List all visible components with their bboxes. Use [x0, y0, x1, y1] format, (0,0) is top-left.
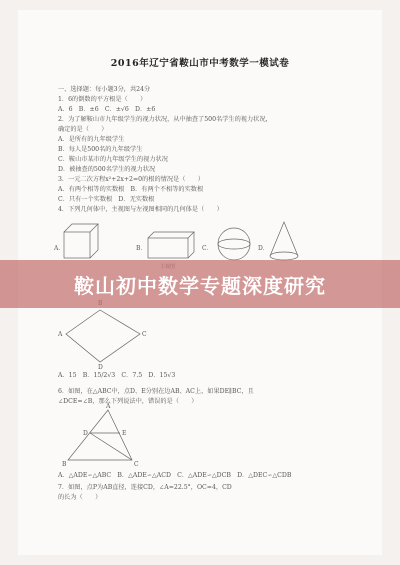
section-heading: 一、选择题：每小题3分，共24分: [58, 86, 151, 93]
vertex-label: B: [62, 461, 67, 468]
question-line: B．每人是500名的九年级学生: [58, 146, 143, 153]
option-label: A．: [54, 245, 65, 252]
vertex-label: A: [106, 403, 111, 410]
prism-shape: [148, 232, 194, 258]
vertex-label: A: [58, 331, 63, 338]
question-line: 3．一元二次方程x²+2x+2=0的根的情况是（ ）: [58, 176, 204, 183]
question-line: 4．下列几何体中，主视图与左视图相同的几何体是（ ）: [58, 206, 223, 213]
question-line: 1．6的倒数的平方根是（ ）: [58, 96, 147, 103]
question-line: C．只有一个实数根 D．无实数根: [58, 196, 155, 203]
question-line: A．△ADE∽△ABC B．△ADE∽△ACD C．△ADE∽△DCB D．△DEC∽△CDB: [58, 472, 292, 479]
question-line: A．15 B．15/2√3 C．7.5 D．15√3: [58, 372, 176, 379]
vertex-label: C: [142, 331, 147, 338]
vertex-label: D: [83, 430, 88, 437]
question-line: D．被抽查的500名学生的视力状况: [58, 166, 156, 173]
banner-text: 鞍山初中数学专题深度研究: [74, 273, 326, 298]
option-label: D．: [258, 245, 269, 252]
cube-shape: [64, 224, 98, 258]
sphere-shape: [218, 228, 250, 260]
question-line: A．有两个相等的实数根 B．有两个不相等的实数根: [58, 186, 204, 193]
cone-shape: [270, 222, 298, 260]
vertex-label: E: [122, 430, 127, 437]
vertex-label: C: [134, 461, 139, 468]
exam-title: 2016年辽宁省鞍山市中考数学一模试卷: [110, 58, 290, 69]
title-banner: [0, 260, 400, 308]
question-line: A．是所有的九年级学生: [58, 136, 125, 143]
vertex-label: D: [98, 364, 103, 371]
question-line: 7．如图，点P为AB直径，连接CD，∠A=22.5°，OC=4，CD: [58, 484, 232, 491]
triangle-figure: [62, 403, 152, 468]
question-line: ∠DCE=∠B，那么下列说法中，错误的是（ ）: [58, 398, 198, 405]
question-line: A．6 B．±6 C．±√6 D．±6: [58, 106, 156, 113]
question-line: 6．如图，在△ABC中，点D、E分别在边AB、AC上，如果DE∥BC，且: [58, 388, 254, 395]
option-label: C．: [202, 245, 213, 252]
rhombus-figure: [58, 306, 158, 370]
option-label: B．: [136, 245, 147, 252]
question-line: C．鞍山市某市的九年级学生的视力状况: [58, 156, 168, 163]
question-line: 确定的是（ ）: [58, 126, 108, 133]
question-line: 2．为了解鞍山市九年级学生的视力状况，从中抽查了500名学生的视力状况，: [58, 116, 272, 123]
question-line: 的长为（ ）: [58, 494, 102, 501]
